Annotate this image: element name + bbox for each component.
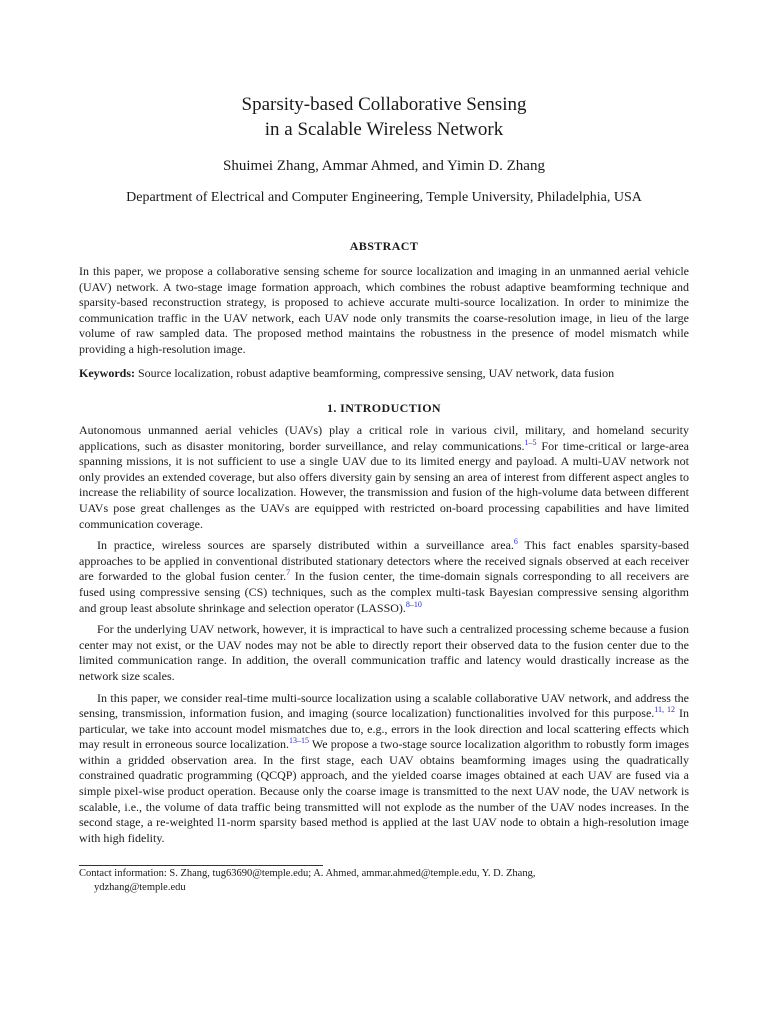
- citation-link[interactable]: 7: [286, 568, 291, 578]
- intro-paragraph-2: [79, 538, 689, 616]
- keywords-line: [79, 366, 689, 382]
- text-run: In this paper, we consider real-time multi-source localization using a scalable collaborative UAV network, and address the sensing, transmission, information fusion, and imaging (source localization) functionalities involved for this purpose.: [79, 690, 689, 721]
- introduction-body: [79, 423, 689, 852]
- citation-link[interactable]: 6: [513, 537, 518, 547]
- abstract-text: In this paper, we propose a collaborative sensing scheme for source localization and imaging in an unmanned aerial vehicle (UAV) network. A two-stage image formation approach, which combines the robust adaptive beamforming technique and sparsity-based reconstruction strategy, is proposed to achieve accurate multi-source localization. In order to minimize the communication traffic in the UAV network, each UAV node only transmits the coarse-resolution image, in lieu of the large volume of raw sampled data. The proposed method maintains the robustness in the presence of model mismatch while providing a high-resolution image.: [79, 264, 689, 356]
- citation-link[interactable]: 13–15: [289, 736, 309, 746]
- text-run: In practice, wireless sources are sparsely distributed within a surveillance area.: [97, 538, 514, 553]
- footnote-line-2: ydzhang@temple.edu: [94, 882, 186, 893]
- title-line-2: in a Scalable Wireless Network: [264, 119, 504, 140]
- intro-paragraph-4: [79, 691, 689, 847]
- abstract-section: [79, 264, 689, 387]
- keywords-text: Source localization, robust adaptive beamforming, compressive sensing, UAV network, data fusion: [138, 365, 615, 380]
- text-run: This fact enables sparsity-based approaches to be applied in conventional distributed stationary detectors where the received signals observed at each receiver are forwarded to the global fusion center.: [79, 538, 690, 584]
- text-run: We propose a two-stage source localization algorithm to robustly form images within a gridded observation area. In the first stage, each UAV obtains beamforming images using the quadratically constrained quadratic programming (QCQP) approach, and the yielded coarse images obtained at each UAV are fused via a simple pixel-wise product operation. Because only the coarse image is transmitted to the next UAV node, the UAV network is scalable, i.e., the volume of data traffic being transmitted will not explode as the number of the UAV nodes increases. In the second stage, a re-weighted l1-norm sparsity based method is applied at the last UAV node to obtain a high-resolution image with high fidelity.: [79, 737, 689, 845]
- keywords-label: Keywords:: [79, 365, 135, 380]
- intro-paragraph-3: For the underlying UAV network, however, it is impractical to have such a centralized processing scheme because a fusion center may not exist, or the UAV nodes may not be able to directly report their observed data to the fusion center due to the limited communication range. In addition, the overall communication traffic and latency would drastically increase as the network size scales.: [79, 622, 689, 683]
- paper-title: [0, 92, 768, 142]
- author-list: Shuimei Zhang, Ammar Ahmed, and Yimin D. Zhang: [223, 158, 545, 174]
- footnote-line-1: Contact information: S. Zhang, tug63690@temple.edu; A. Ahmed, ammar.ahmed@temple.edu, Y. D. Zhang,: [79, 868, 536, 879]
- affiliation: Department of Electrical and Computer Engineering, Temple University, Philadelphia, USA: [126, 190, 642, 205]
- text-run: For time-critical or large-area spanning missions, it is not sufficient to use a single UAV due to its limited energy and payload. A multi-UAV network not only provides an extended coverage, but also offers diversity gain by sensing an area of interest from different aspect angles to increase the reliability of source localization. However, the transmission and fusion of the high-volume data between different UAVs pose great challenges as the UAVs are equipped with restricted on-board processing capabilities and have limited communication coverage.: [79, 438, 689, 531]
- citation-link[interactable]: 11, 12: [654, 705, 675, 715]
- intro-paragraph-1: [79, 423, 689, 532]
- title-line-1: Sparsity-based Collaborative Sensing: [241, 94, 527, 115]
- abstract-heading: ABSTRACT: [349, 239, 419, 253]
- introduction-heading: 1. INTRODUCTION: [326, 401, 441, 415]
- text-run: Autonomous unmanned aerial vehicles (UAVs) play a critical role in various civil, military, and homeland security applications, such as disaster monitoring, border surveillance, and relay communications.: [79, 423, 689, 453]
- footnote-divider: [79, 865, 323, 866]
- text-run: In the fusion center, the time-domain signals corresponding to all receivers are fused using compressive sensing (CS) techniques, such as the complex multi-task Bayesian compressive sensing algorithm and group least absolute shrinkage and selection operator (LASSO).: [79, 569, 689, 615]
- contact-footnote: [79, 867, 689, 895]
- text-run: In particular, we take into account model mismatches due to, e.g., errors in the look direction and local scattering effects which may result in erroneous source localization.: [79, 706, 690, 752]
- citation-link[interactable]: 1–5: [524, 437, 537, 447]
- citation-link[interactable]: 8–10: [405, 599, 422, 609]
